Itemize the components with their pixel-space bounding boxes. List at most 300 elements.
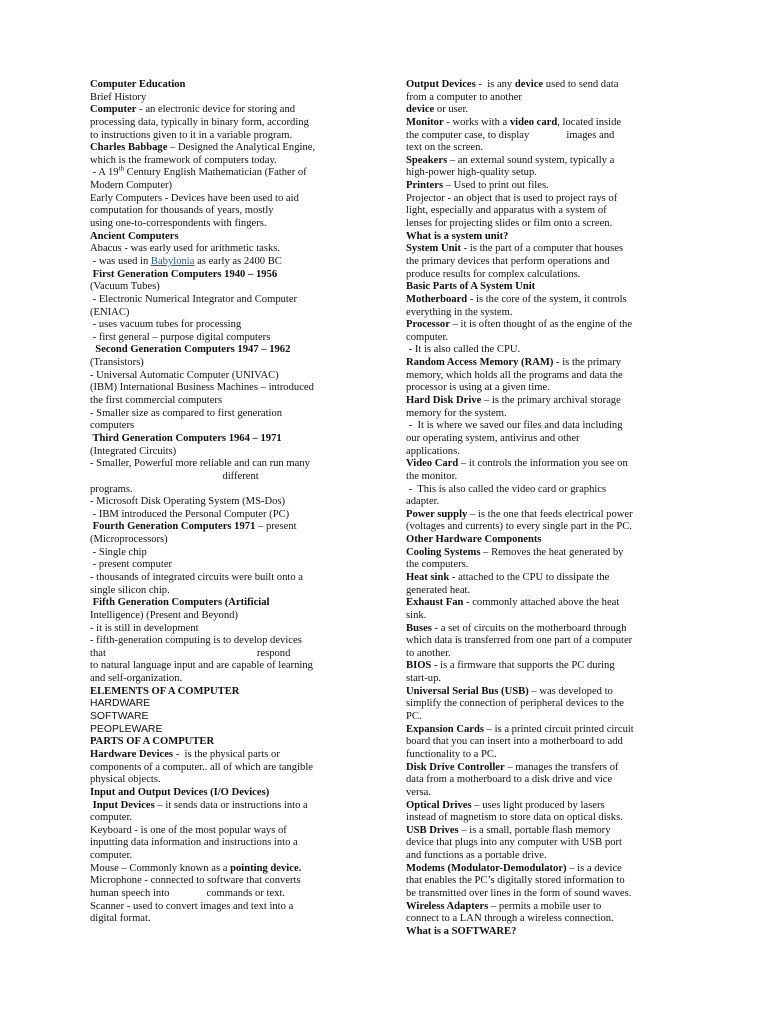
text-line	[90, 610, 352, 623]
text-line	[90, 458, 352, 471]
bold-term: Cooling Systems	[406, 546, 481, 558]
bold-term: Expansion Cards	[406, 723, 485, 735]
line-text: - It is where we saved our files and data including	[406, 420, 623, 432]
text-line	[90, 344, 352, 357]
line-text: - is any	[475, 79, 515, 90]
line-text: Brief History	[90, 91, 147, 103]
bold-term: Motherboard	[406, 293, 468, 305]
line-text: – Used to print out files.	[443, 180, 549, 192]
line-text: – it controls the information you see on	[458, 458, 628, 470]
text-line	[90, 117, 352, 130]
line-text: to another.	[406, 647, 451, 659]
text-line	[90, 395, 352, 408]
bold-term: Heat sink	[406, 571, 450, 583]
line-text: device that plugs into any computer with USB port	[406, 837, 622, 849]
text-line	[90, 218, 352, 231]
bold-term: System Unit	[406, 243, 462, 255]
bold-term: Charles Babbage	[90, 142, 168, 154]
text-line	[90, 420, 352, 433]
text-line	[406, 850, 678, 863]
line-text: - first general – purpose digital computers	[90, 331, 271, 343]
line-text: board that you can insert into a motherboard to add	[406, 736, 623, 748]
bold-term: Wireless Adapters	[406, 900, 489, 912]
line-text: and self-organization.	[90, 673, 183, 685]
text-line	[406, 281, 678, 294]
text-line	[406, 142, 678, 155]
text-line	[406, 762, 678, 775]
line-text: - is the physical parts or	[173, 748, 280, 760]
line-text: adapter.	[406, 496, 440, 508]
text-line	[406, 319, 678, 332]
bold-term: Hardware Devices	[90, 748, 174, 760]
text-line	[406, 534, 678, 547]
line-text: - fifth-generation computing is to develop devices	[90, 635, 302, 647]
bold-term: ELEMENTS OF A COMPUTER	[90, 685, 240, 697]
line-text: - a set of circuits on the motherboard through	[431, 622, 627, 634]
line-text: – present	[255, 521, 297, 533]
line-text: Early Computers - Devices have been used to aid	[90, 192, 299, 204]
line-text: connect to a LAN through a wireless connection.	[406, 913, 614, 925]
text-line	[90, 913, 352, 926]
line-text: simplify the connection of peripheral devices to the	[406, 698, 624, 710]
line-text: - was used in	[90, 255, 151, 267]
line-text: versa.	[406, 786, 431, 798]
line-text: (IBM) International Business Machines – introduced	[90, 382, 314, 394]
line-text: human speech into commands or text.	[90, 888, 286, 899]
text-line	[90, 736, 352, 749]
bold-term: Computer	[90, 104, 137, 116]
text-line	[406, 800, 678, 813]
line-text: everything in the system.	[406, 306, 513, 318]
bold-term: Speakers	[406, 154, 448, 166]
text-line	[406, 446, 678, 459]
line-text: to instructions given to it in a variable program.	[90, 129, 293, 141]
bold-term: USB Drives	[406, 824, 459, 836]
line-text: using one-to-correspondents with fingers.	[90, 218, 267, 230]
line-text: (Integrated Circuits)	[90, 445, 177, 457]
text-line	[406, 180, 678, 193]
text-line	[406, 913, 678, 926]
line-text: Scanner - used to convert images and text into a	[90, 900, 294, 912]
line-text: – it is often thought of as the engine of the	[449, 319, 633, 331]
text-line	[90, 686, 352, 699]
line-text: Mouse – Commonly known as a	[90, 862, 231, 874]
line-text: – manages the transfers of	[504, 761, 619, 773]
line-text: – is the primary archival storage	[481, 395, 621, 407]
line-text: – Removes the heat generated by	[480, 546, 624, 558]
text-line	[90, 446, 352, 459]
line-text: - uses vacuum tubes for processing	[90, 319, 242, 331]
bold-term: First Generation Computers 1940 – 1956	[90, 268, 278, 280]
text-line	[406, 635, 678, 648]
right-column	[406, 79, 678, 939]
line-text: which is the framework of computers today.	[90, 154, 277, 166]
text-line	[90, 484, 352, 497]
text-line	[406, 597, 678, 610]
line-text: instead of magnetism to store data on optical disks.	[406, 812, 623, 824]
text-line	[406, 370, 678, 383]
line-text: sink.	[406, 609, 427, 621]
line-text: generated heat.	[406, 584, 471, 596]
left-column	[90, 79, 352, 926]
text-line	[406, 547, 678, 560]
line-text: computer.	[90, 812, 133, 824]
line-text: Century English Mathematician (Father of	[124, 167, 307, 179]
bold-term: Output Devices	[406, 79, 476, 90]
text-line	[406, 623, 678, 636]
text-line	[90, 585, 352, 598]
text-line	[90, 863, 352, 876]
text-line	[406, 521, 678, 534]
text-line	[90, 104, 352, 117]
line-text: – an external sound system, typically a	[447, 154, 615, 166]
line-text: - commonly attached above the heat	[463, 597, 620, 609]
text-line	[406, 484, 678, 497]
bold-term: pointing device.	[230, 862, 302, 874]
text-line	[90, 307, 352, 320]
line-text: - A 19	[90, 167, 119, 179]
text-line	[406, 130, 678, 143]
text-line	[406, 736, 678, 749]
line-text: – is a printed circuit printed circuit	[484, 723, 634, 735]
text-line	[406, 117, 678, 130]
bold-term: Input Devices	[90, 799, 155, 811]
line-text: applications.	[406, 445, 460, 457]
text-line	[406, 395, 678, 408]
line-text: Abacus - was early used for arithmetic tasks.	[90, 243, 281, 255]
bold-term: Monitor	[406, 116, 444, 128]
line-text: memory, which holds all the programs and data the	[406, 369, 623, 381]
line-text: be transmitted over lines in the form of sound waves.	[406, 888, 632, 899]
line-text: functionality to a PC.	[406, 748, 497, 760]
text-line	[406, 420, 678, 433]
text-line	[406, 167, 678, 180]
text-line	[90, 635, 352, 648]
line-text: - Universal Automatic Computer (UNIVAC)	[90, 369, 279, 381]
line-text: - This is also called the video card or graphics	[406, 483, 607, 495]
text-line	[90, 901, 352, 914]
text-line	[406, 724, 678, 737]
line-text: data from a motherboard to a disk drive and vice	[406, 774, 613, 786]
bold-term: Video Card	[406, 458, 459, 470]
text-line	[406, 711, 678, 724]
text-line	[406, 812, 678, 825]
text-line	[90, 597, 352, 610]
line-text: our operating system, antivirus and other	[406, 432, 580, 444]
line-text: that respond	[90, 647, 291, 659]
line-text: – was developed to	[528, 685, 613, 697]
text-line	[90, 256, 352, 269]
text-line	[406, 648, 678, 661]
line-text: Projector - an object that is used to project rays of	[406, 192, 618, 204]
line-text: text on the screen.	[406, 142, 484, 154]
bold-term: Second Generation Computers 1947 – 1962	[90, 344, 291, 356]
line-text: - IBM introduced the Personal Computer (PC)	[90, 508, 290, 520]
text-line	[90, 762, 352, 775]
bold-term: Disk Drive Controller	[406, 761, 505, 773]
line-text: light, especially and apparatus with a system of	[406, 205, 607, 217]
text-line	[90, 787, 352, 800]
text-line	[90, 231, 352, 244]
bold-term: Fourth Generation Computers 1971	[90, 521, 256, 533]
text-line	[406, 787, 678, 800]
text-line	[90, 749, 352, 762]
line-text: from a computer to another	[406, 91, 522, 103]
line-text: memory for the system.	[406, 407, 507, 419]
line-text: the first commercial computers	[90, 395, 223, 407]
text-line	[406, 698, 678, 711]
text-line	[90, 243, 352, 256]
text-line	[90, 534, 352, 547]
line-text: - Smaller, Powerful more reliable and can run many	[90, 458, 310, 470]
text-line	[90, 92, 352, 105]
bold-term: PARTS OF A COMPUTER	[90, 736, 215, 748]
text-line	[90, 521, 352, 534]
element-label: HARDWARE	[90, 698, 151, 710]
bold-term: Ancient Computers	[90, 230, 179, 242]
text-line	[90, 433, 352, 446]
line-text: digital format.	[90, 913, 151, 925]
line-text: - works with a	[443, 116, 510, 128]
line-text: components of a computer.. all of which are tangible	[90, 761, 313, 773]
text-line	[406, 585, 678, 598]
bold-term: BIOS	[406, 660, 432, 672]
text-line	[90, 408, 352, 421]
bold-term: What is a SOFTWARE?	[406, 925, 517, 937]
text-line	[406, 307, 678, 320]
line-text: used to send data	[543, 79, 619, 90]
line-text: computer.	[406, 331, 449, 343]
text-line	[406, 332, 678, 345]
line-text: , located inside	[557, 116, 622, 128]
bold-term: video card	[509, 116, 558, 128]
text-line	[90, 888, 352, 901]
line-text: - Microsoft Disk Operating System (MS-Dos)	[90, 496, 286, 508]
bold-term: Hard Disk Drive	[406, 395, 482, 407]
element-label: SOFTWARE	[90, 711, 149, 723]
text-line	[406, 559, 678, 572]
text-line	[406, 357, 678, 370]
text-line	[90, 559, 352, 572]
line-text: high-power high-quality setup.	[406, 167, 537, 179]
line-text: Modern Computer)	[90, 180, 173, 192]
text-line	[406, 193, 678, 206]
bold-term: Power supply	[406, 508, 468, 520]
line-text: computer.	[90, 850, 133, 862]
line-text: – Designed the Analytical Engine,	[167, 142, 316, 154]
line-text: – uses light produced by lasers	[471, 799, 605, 811]
line-text: Intelligence) (Present and Beyond)	[90, 609, 238, 621]
line-text: (Transistors)	[90, 357, 144, 369]
text-line	[406, 774, 678, 787]
text-line	[406, 458, 678, 471]
element-label: PEOPLEWARE	[90, 723, 163, 735]
text-line	[90, 193, 352, 206]
line-text: (ENIAC)	[90, 306, 130, 318]
line-text: physical objects.	[90, 774, 161, 786]
text-line	[406, 294, 678, 307]
line-text: the monitor.	[406, 470, 458, 482]
line-text: the computers.	[406, 559, 469, 571]
text-line	[406, 471, 678, 484]
line-text: programs.	[90, 483, 133, 495]
line-text: inputting data information and instructions into a	[90, 837, 298, 849]
text-line	[90, 837, 352, 850]
line-text: single silicon chip.	[90, 584, 170, 596]
text-line	[90, 572, 352, 585]
line-text: - Single chip	[90, 546, 147, 558]
line-text: – permits a mobile user to	[488, 900, 602, 912]
text-line	[90, 155, 352, 168]
line-text: the primary devices that perform operations and	[406, 255, 610, 267]
line-text: – is the one that feeds electrical power	[467, 508, 633, 520]
line-text: to natural language input and are capable of learning	[90, 660, 313, 672]
superscript: th	[118, 164, 125, 173]
text-line	[90, 660, 352, 673]
line-text: which data is transferred from one part of a computer	[406, 635, 633, 647]
text-line	[406, 660, 678, 673]
text-line	[90, 648, 352, 661]
text-line	[406, 673, 678, 686]
hyperlink-babylonia[interactable]: Babylonia	[150, 255, 195, 267]
text-line	[90, 800, 352, 813]
bold-term: Computer Education	[90, 79, 186, 90]
line-text: computers	[90, 420, 135, 432]
text-line	[406, 79, 678, 92]
line-text: and functions as a portable drive.	[406, 850, 547, 862]
line-text: - is the part of a computer that houses	[461, 243, 624, 255]
line-text: - attached to the CPU to dissipate the	[449, 571, 610, 583]
line-text: Microphone - connected to software that converts	[90, 875, 301, 887]
line-text: start-up.	[406, 673, 442, 685]
text-line	[406, 825, 678, 838]
bold-term: Basic Parts of A System Unit	[406, 281, 536, 293]
bold-term: Exhaust Fan	[406, 597, 464, 609]
text-line	[406, 256, 678, 269]
text-line	[90, 319, 352, 332]
text-line	[406, 749, 678, 762]
text-line	[90, 382, 352, 395]
text-line	[406, 344, 678, 357]
line-text: as early as 2400 BC	[194, 255, 282, 267]
line-text: computation for thousands of years, mostly	[90, 205, 274, 217]
bold-term: Other Hardware Components	[406, 534, 542, 546]
text-line	[90, 142, 352, 155]
line-text: – is a small, portable flash memory	[458, 824, 611, 836]
text-line	[90, 130, 352, 143]
line-text: or user.	[434, 104, 469, 116]
text-line	[406, 104, 678, 117]
line-text: - Electronic Numerical Integrator and Computer	[90, 293, 298, 305]
text-line	[406, 837, 678, 850]
bold-term: Input and Output Devices (I/O Devices)	[90, 786, 270, 798]
text-line	[90, 269, 352, 282]
text-line	[90, 711, 352, 724]
text-line	[90, 724, 352, 737]
text-line	[90, 281, 352, 294]
bold-term: Optical Drives	[406, 799, 472, 811]
text-line	[90, 850, 352, 863]
text-line	[406, 875, 678, 888]
bold-term: Random Access Memory (RAM)	[406, 357, 554, 369]
text-line	[406, 610, 678, 623]
line-text: – is a device	[566, 862, 622, 874]
text-line	[406, 509, 678, 522]
text-line	[406, 433, 678, 446]
line-text: - present computer	[90, 559, 173, 571]
line-text: (voltages and currents) to every single part in the PC.	[406, 521, 632, 533]
line-text: the computer case, to display images and	[406, 129, 615, 141]
text-line	[90, 205, 352, 218]
text-line	[90, 547, 352, 560]
text-line	[90, 825, 352, 838]
text-line	[90, 164, 352, 180]
line-text: processor is using at a given time.	[406, 382, 550, 394]
line-text: produce results for complex calculations.	[406, 268, 581, 280]
text-line	[90, 79, 352, 92]
text-line	[406, 205, 678, 218]
text-line	[406, 686, 678, 699]
bold-term: device	[406, 104, 435, 116]
text-line	[406, 155, 678, 168]
line-text: Keyboard - is one of the most popular ways of	[90, 824, 287, 836]
text-line	[406, 572, 678, 585]
bold-term: Universal Serial Bus (USB)	[406, 685, 529, 697]
line-text: different	[90, 470, 259, 482]
text-line	[90, 370, 352, 383]
text-line	[90, 180, 352, 193]
line-text: - is the core of the system, it controls	[467, 293, 627, 305]
text-line	[90, 509, 352, 522]
text-line	[90, 332, 352, 345]
line-text: PC.	[406, 711, 422, 723]
line-text: - It is also called the CPU.	[406, 344, 521, 356]
bold-term: Third Generation Computers 1964 – 1971	[90, 432, 282, 444]
text-line	[406, 269, 678, 282]
bold-term: Fifth Generation Computers (Artificial	[90, 597, 270, 609]
text-line	[90, 812, 352, 825]
text-line	[90, 496, 352, 509]
text-line	[90, 673, 352, 686]
text-line	[90, 875, 352, 888]
text-line	[90, 623, 352, 636]
line-text: (Microprocessors)	[90, 534, 168, 546]
text-line	[406, 92, 678, 105]
line-text: – it sends data or instructions into a	[154, 799, 308, 811]
text-line	[90, 471, 352, 484]
line-text: - Smaller size as compared to first generation	[90, 407, 283, 419]
text-line	[406, 218, 678, 231]
bold-term: Modems (Modulator-Demodulator)	[406, 862, 567, 874]
line-text: lenses for projecting slides or film onto a screen.	[406, 218, 613, 230]
text-line	[406, 863, 678, 876]
text-line	[406, 926, 678, 939]
text-line	[406, 888, 678, 901]
line-text: (Vacuum Tubes)	[90, 281, 160, 293]
line-text: - it is still in development	[90, 622, 199, 634]
text-line	[90, 774, 352, 787]
bold-term: Printers	[406, 180, 444, 192]
text-line	[406, 243, 678, 256]
text-line	[406, 901, 678, 914]
line-text: - is the primary	[553, 357, 622, 369]
line-text: processing data, typically in binary form, according	[90, 116, 309, 128]
text-line	[406, 496, 678, 509]
text-line	[406, 408, 678, 421]
line-text: - thousands of integrated circuits were built onto a	[90, 571, 303, 583]
line-text: that enables the PC’s digitally stored information to	[406, 875, 625, 887]
text-line	[90, 294, 352, 307]
